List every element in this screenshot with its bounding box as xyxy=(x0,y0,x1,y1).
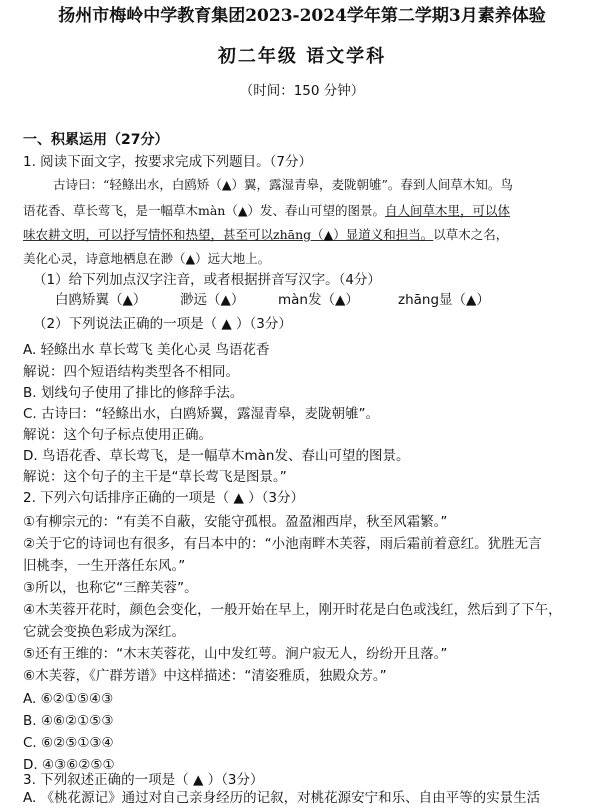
sentence-line: 旧桃李，一生开落任东风。” xyxy=(23,558,186,574)
page-title: 扬州市梅岭中学教育集团2023-2024学年第二学期3月素养体验 xyxy=(58,6,546,26)
sentence-line: ②关于它的诗词也有很多，有吕本中的：“小池南畔木芙蓉，雨后霜前着意红。犹胜无言 xyxy=(23,536,542,552)
pinyin-item: 渺远（▲） xyxy=(180,292,245,308)
pinyin-item: màn发（▲） xyxy=(278,292,359,308)
sentence-line: ①有柳宗元的：“有美不自蔽，安能守孤根。盈盈湘西岸，秋至风霜繁。” xyxy=(23,514,448,530)
option-line: B. 划线句子使用了排比的修辞手法。 xyxy=(23,385,244,401)
pinyin-item: zhāng显（▲） xyxy=(398,292,490,308)
passage-line: 古诗曰：“轻鲦出水，白鸥矫（▲）翼，露湿青皋，麦陇朝雊”。春到人间草木知。鸟 xyxy=(53,177,513,192)
page-subtitle: 初二年级 语文学科 xyxy=(217,46,387,67)
answer-option: A. ⑥②①⑤④③ xyxy=(23,691,114,707)
option-line: 解说：这个句子标点使用正确。 xyxy=(23,427,212,443)
passage-line xyxy=(23,225,508,245)
option-line: 解说：这个句子的主干是“草长莺飞是图景。” xyxy=(23,469,287,485)
subquestion-1-prompt: （1）给下列加点汉字注音，或者根据拼音写汉字。（4分） xyxy=(33,272,381,288)
option-line: D. 鸟语花香、草长莺飞，是一幅草木màn发、春山可望的图景。 xyxy=(23,448,410,464)
passage-line xyxy=(23,201,510,221)
question-2-prompt: 2. 下列六句话排序正确的一项是（ ▲ ）（3分） xyxy=(23,490,304,506)
option-line: A. 轻鲦出水 草长莺飞 美化心灵 鸟语花香 xyxy=(23,342,270,358)
sentence-line: 它就会变换色彩成为深红。 xyxy=(23,624,185,640)
question-1-prompt: 1. 阅读下面文字，按要求完成下列题目。（7分） xyxy=(23,154,313,170)
answer-option: C. ⑥②⑤①③④ xyxy=(23,735,114,751)
subquestion-1-items xyxy=(55,290,490,310)
sentence-line: ④木芙蓉开花时，颜色会变化，一般开始在早上，刚开时花是白色或浅红，然后到了下午， xyxy=(23,602,562,618)
passage-text: 语花香、草长莺飞，是一幅草木màn（▲）发、春山可望的图景。 xyxy=(23,203,385,218)
answer-option: A. 《桃花源记》通过对自己亲身经历的记叙，对桃花源安宁和乐、自由平等的实景生活 xyxy=(23,790,541,806)
underlined-sentence: 自人间草木里，可以体 xyxy=(384,203,510,218)
passage-text: 以草木之名， xyxy=(433,227,509,242)
underlined-sentence: 味农耕文明，可以抒写情怀和热望，甚至可以zhāng（▲）显道义和担当。 xyxy=(23,227,434,242)
answer-option: B. ④⑥②①⑤③ xyxy=(23,713,114,729)
option-line: 解说：四个短语结构类型各不相同。 xyxy=(23,364,239,380)
pinyin-item: 白鸥矫翼（▲） xyxy=(55,292,147,308)
exam-time: （时间：150 分钟） xyxy=(239,83,365,99)
section-heading: 一、积累运用（27分） xyxy=(23,132,169,148)
subquestion-2-prompt: （2）下列说法正确的一项是（ ▲ ）（3分） xyxy=(33,316,292,332)
sentence-line: ⑥木芙蓉，《广群芳谱》中这样描述：“清姿雅质，独殿众芳。” xyxy=(23,668,387,684)
question-3-prompt: 3. 下列叙述正确的一项是（ ▲ ）（3分） xyxy=(23,772,264,788)
sentence-line: ③所以，也称它“三醉芙蓉”。 xyxy=(23,580,198,596)
option-line: C. 古诗曰：“轻鲦出水，白鸥矫翼，露湿青皋，麦陇朝雊”。 xyxy=(23,406,379,422)
answer-option: D. ④③⑥②⑤① xyxy=(23,757,115,773)
passage-line: 美化心灵，诗意地栖息在渺（▲）远大地上。 xyxy=(23,251,271,266)
sentence-line: ⑤还有王维的：“木末芙蓉花，山中发红萼。涧户寂无人，纷纷开且落。” xyxy=(23,646,448,662)
